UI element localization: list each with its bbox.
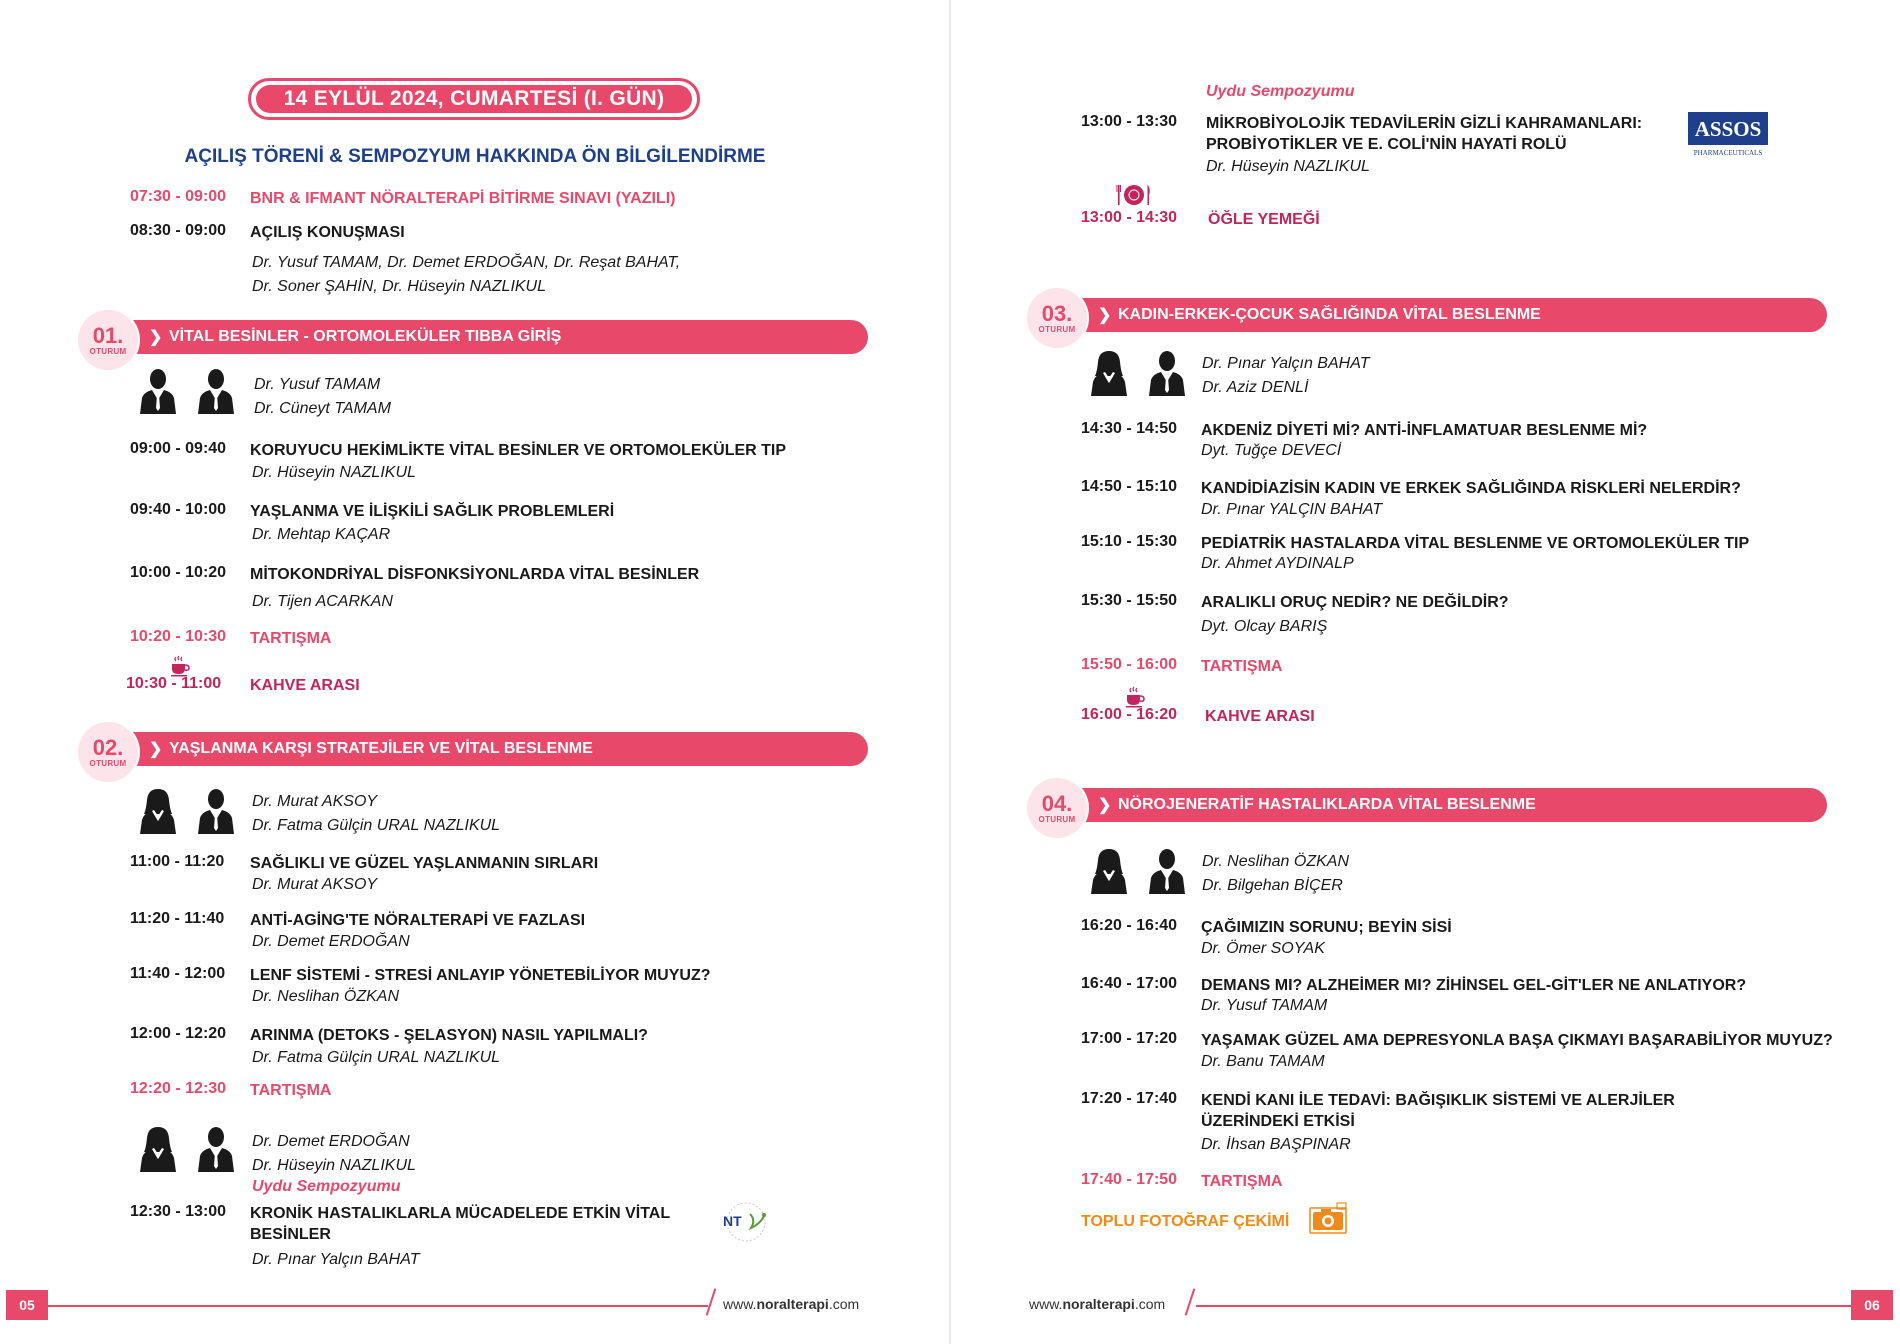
talk-time: 12:30 - 13:00 (130, 1203, 227, 1220)
session-2-bar (133, 732, 868, 766)
session-3-title: KADIN-ERKEK-ÇOCUK SAĞLIĞINDA VİTAL BESLENME (1118, 306, 1541, 323)
talk-time: 17:00 - 17:20 (1081, 1030, 1178, 1047)
url-suffix: .com (1134, 1296, 1166, 1312)
discussion-time: 15:50 - 16:00 (1081, 656, 1178, 673)
chevron-right-icon: ❯ (149, 329, 163, 346)
talk-title-line-2: BESİNLER (250, 1226, 331, 1243)
talk-time: 14:30 - 14:50 (1081, 420, 1178, 437)
woman-icon (138, 788, 178, 834)
talk-title: ANTİ-AGİNG'TE NÖRALTERAPİ VE FAZLASI (250, 912, 586, 929)
talk-speaker: Dr. Ahmet AYDINALP (1201, 555, 1354, 572)
talk-speaker: Dr. Tijen ACARKAN (252, 593, 393, 610)
footer-divider (48, 1305, 708, 1307)
exam-time: 07:30 - 09:00 (130, 188, 227, 205)
sat1-label: Uydu Sempozyumu (252, 1178, 401, 1195)
session-2-header (78, 722, 868, 778)
discussion-time: 12:20 - 12:30 (130, 1080, 227, 1097)
session-1-header (78, 310, 868, 366)
talk-time: 12:00 - 12:20 (130, 1025, 227, 1042)
s3-talk-1 (1081, 420, 1647, 441)
nt-vita-logo (720, 1200, 772, 1244)
session-1-num: 01. (92, 322, 124, 348)
woman-icon (1089, 350, 1129, 396)
chevron-right-icon: ❯ (1098, 797, 1112, 814)
talk-speaker: Dr. Banu TAMAM (1201, 1053, 1325, 1070)
talk-title (1201, 1090, 1675, 1132)
talk-speaker: Dr. Pınar YALÇIN BAHAT (1201, 501, 1383, 518)
discussion-title: TARTIŞMA (1201, 658, 1283, 675)
s2-talk-2 (130, 910, 585, 931)
talk-title-line-2: PROBİYOTİKLER VE E. COLİ'NİN HAYATİ ROLÜ (1206, 136, 1567, 153)
talk-time: 15:30 - 15:50 (1081, 592, 1178, 609)
session-1-badge (78, 310, 138, 370)
talk-title: MİTOKONDRİYAL DİSFONKSİYONLARDA VİTAL BESİNLER (250, 566, 700, 583)
session-4-header (1027, 778, 1827, 834)
exam-title: BNR & IFMANT NÖRALTERAPİ BİTİRME SINAVI (YAZILI) (250, 190, 676, 207)
woman-icon (1089, 848, 1129, 894)
sat1-chairs-icons (138, 1126, 236, 1172)
talk-time: 10:00 - 10:20 (130, 564, 227, 581)
session-2-num: 02. (92, 734, 124, 760)
s2-talk-4 (130, 1025, 648, 1046)
talk-time: 11:40 - 12:00 (130, 965, 226, 982)
coffee-title: KAHVE ARASI (1205, 708, 1315, 725)
s1-talk-3 (130, 564, 699, 585)
opening-title-text: AÇILIŞ KONUŞMASI (250, 224, 405, 241)
assos-logo-subtext: PHARMACEUTICALS (1693, 149, 1763, 157)
s3-talk-2 (1081, 478, 1741, 499)
session-2-title: YAŞLANMA KARŞI STRATEJİLER VE VİTAL BESLENME (169, 740, 593, 757)
lunch-time: 13:00 - 14:30 (1081, 209, 1178, 226)
session-1-title: VİTAL BESİNLER - ORTOMOLEKÜLER TIBBA GİRİŞ (169, 328, 562, 345)
talk-title: ÇAĞIMIZIN SORUNU; BEYİN SİSİ (1201, 919, 1452, 936)
session-3-chairs-icons (1089, 350, 1187, 396)
man-icon (1147, 848, 1187, 894)
s1-talk-1 (130, 440, 786, 461)
footer-slash (706, 1288, 717, 1315)
s1-discussion (130, 628, 331, 649)
s2-talk-3 (130, 965, 711, 986)
footer-url-left[interactable] (723, 1296, 859, 1312)
talk-speaker: Dr. Yusuf TAMAM (1201, 997, 1328, 1014)
talk-speaker: Dr. Neslihan ÖZKAN (252, 988, 399, 1005)
talk-time: 16:40 - 17:00 (1081, 975, 1178, 992)
talk-speaker: Dr. Hüseyin NAZLIKUL (1206, 158, 1370, 175)
talk-time: 13:00 - 13:30 (1081, 113, 1178, 130)
talk-title-line-1: MİKROBİYOLOJİK TEDAVİLERİN GİZLİ KAHRAMANLARI: (1206, 115, 1643, 132)
session-2-badge (78, 722, 138, 782)
talk-time: 11:00 - 11:20 (130, 853, 225, 870)
lunch-title: ÖĞLE YEMEĞİ (1208, 211, 1320, 228)
session-3-label: OTURUM (1038, 324, 1076, 334)
sat2-talk (1081, 113, 1642, 155)
date-pill-text: 14 EYLÜL 2024, CUMARTESİ (I. GÜN) (256, 85, 692, 113)
session-2-label: OTURUM (89, 758, 127, 768)
footer-slash (1185, 1288, 1196, 1315)
session-4-badge (1027, 778, 1087, 838)
talk-speaker: Dr. Pınar Yalçın BAHAT (252, 1251, 420, 1268)
discussion-time: 17:40 - 17:50 (1081, 1171, 1178, 1188)
talk-title: PEDİATRİK HASTALARDA VİTAL BESLENME VE ORTOMOLEKÜLER TIP (1201, 535, 1750, 552)
talk-time: 09:00 - 09:40 (130, 440, 227, 457)
assos-logo-text: ASSOS (1694, 117, 1762, 141)
talk-time: 16:20 - 16:40 (1081, 917, 1178, 934)
session-2-chairs-icons (138, 788, 236, 834)
session-3-chair-1: Dr. Pınar Yalçın BAHAT (1202, 355, 1370, 372)
url-suffix: .com (828, 1296, 860, 1312)
s3-talk-3 (1081, 533, 1749, 554)
chevron-right-icon: ❯ (1098, 307, 1112, 324)
woman-icon (138, 1126, 178, 1172)
session-2-chair-1: Dr. Murat AKSOY (252, 793, 378, 810)
url-domain: noralterapi (1062, 1296, 1135, 1312)
page-right (951, 0, 1900, 1344)
talk-title-line-2: ÜZERİNDEKİ ETKİSİ (1201, 1113, 1355, 1130)
opening-time: 08:30 - 09:00 (130, 222, 227, 239)
session-3-bar (1082, 298, 1827, 332)
talk-speaker: Dr. Demet ERDOĞAN (252, 933, 410, 950)
sat1-chair-1: Dr. Demet ERDOĞAN (252, 1133, 410, 1150)
footer-url-right[interactable] (1029, 1296, 1165, 1312)
discussion-title: TARTIŞMA (250, 630, 332, 647)
talk-speaker: Dr. Hüseyin NAZLIKUL (252, 464, 416, 481)
talk-title: YAŞLANMA VE İLİŞKİLİ SAĞLIK PROBLEMLERİ (250, 503, 615, 520)
assos-logo (1688, 112, 1768, 158)
exam-row (130, 188, 675, 209)
man-icon (138, 368, 178, 414)
s3-talk-4 (1081, 592, 1509, 613)
session-4-chair-1: Dr. Neslihan ÖZKAN (1202, 853, 1349, 870)
talk-title: AKDENİZ DİYETİ Mİ? ANTİ-İNFLAMATUAR BESLENME Mİ? (1201, 422, 1648, 439)
discussion-title: TARTIŞMA (250, 1082, 332, 1099)
nt-logo-text: NT (723, 1213, 742, 1229)
s4-talk-2 (1081, 975, 1746, 996)
opening-title: AÇILIŞ TÖRENİ & SEMPOZYUM HAKKINDA ÖN BİLGİLENDİRME (184, 146, 766, 167)
talk-speaker: Dr. İhsan BAŞPINAR (1201, 1136, 1351, 1153)
talk-title: ARALIKLI ORUÇ NEDİR? NE DEĞİLDİR? (1201, 594, 1509, 611)
session-4-chair-2: Dr. Bilgehan BİÇER (1202, 877, 1343, 894)
talk-time: 17:20 - 17:40 (1081, 1090, 1178, 1107)
footer-divider (1196, 1305, 1851, 1307)
session-1-bar (133, 320, 868, 354)
talk-time: 14:50 - 15:10 (1081, 478, 1178, 495)
man-icon (196, 368, 236, 414)
talk-title: KANDİDİAZİSİN KADIN VE ERKEK SAĞLIĞINDA RİSKLERİ NELERDİR? (1201, 480, 1741, 497)
s4-talk-1 (1081, 917, 1452, 938)
camera-icon (1309, 1202, 1347, 1234)
s2-discussion (130, 1080, 331, 1101)
talk-title: DEMANS MI? ALZHEİMER MI? ZİHİNSEL GEL-GİT'LER NE ANLATIYOR? (1201, 977, 1747, 994)
coffee-cup-icon (1123, 686, 1145, 708)
session-4-chairs-icons (1089, 848, 1187, 894)
talk-title: LENF SİSTEMİ - STRESİ ANLAYIP YÖNETEBİLİYOR MUYUZ? (250, 967, 711, 984)
talk-time: 09:40 - 10:00 (130, 501, 227, 518)
coffee-time: 16:00 - 16:20 (1081, 706, 1178, 723)
talk-speaker: Dyt. Olcay BARIŞ (1201, 618, 1328, 635)
man-icon (1147, 350, 1187, 396)
discussion-title: TARTIŞMA (1201, 1173, 1283, 1190)
session-4-bar (1082, 788, 1827, 822)
date-pill (248, 78, 700, 120)
opening-speakers-2: Dr. Soner ŞAHİN, Dr. Hüseyin NAZLIKUL (252, 278, 547, 295)
s2-talk-1 (130, 853, 598, 874)
session-3-badge (1027, 288, 1087, 348)
talk-title (1206, 113, 1642, 155)
url-prefix: www. (1029, 1296, 1063, 1312)
session-4-num: 04. (1041, 790, 1073, 816)
session-3-header (1027, 288, 1827, 344)
discussion-time: 10:20 - 10:30 (130, 628, 227, 645)
talk-speaker: Dr. Murat AKSOY (252, 876, 378, 893)
page-number-left: 05 (6, 1290, 48, 1320)
talk-title: ARINMA (DETOKS - ŞELASYON) NASIL YAPILMALI? (250, 1027, 648, 1044)
talk-title (250, 1203, 670, 1245)
coffee-break-1 (126, 675, 360, 696)
talk-title: KORUYUCU HEKİMLİKTE VİTAL BESİNLER VE ORTOMOLEKÜLER TIP (250, 442, 787, 459)
talk-time: 15:10 - 15:30 (1081, 533, 1178, 550)
page-number-right: 06 (1851, 1290, 1893, 1320)
talk-title-line-1: KRONİK HASTALIKLARLA MÜCADELEDE ETKİN VİTAL (250, 1205, 671, 1222)
talk-speaker: Dr. Mehtap KAÇAR (252, 526, 391, 543)
session-1-label: OTURUM (89, 346, 127, 356)
opening-row (130, 222, 405, 243)
session-1-chair-2: Dr. Cüneyt TAMAM (254, 400, 391, 417)
url-domain: noralterapi (756, 1296, 829, 1312)
sat1-talk (130, 1203, 670, 1245)
talk-title-line-1: KENDİ KANI İLE TEDAVİ: BAĞIŞIKLIK SİSTEMİ VE ALERJİLER (1201, 1092, 1675, 1109)
talk-speaker: Dr. Ömer SOYAK (1201, 940, 1325, 957)
talk-speaker: Dyt. Tuğçe DEVECİ (1201, 442, 1342, 459)
sat2-label: Uydu Sempozyumu (1206, 83, 1355, 100)
opening-speakers-1: Dr. Yusuf TAMAM, Dr. Demet ERDOĞAN, Dr. Reşat BAHAT, (252, 254, 681, 271)
talk-time: 11:20 - 11:40 (130, 910, 225, 927)
group-photo-label: TOPLU FOTOĞRAF ÇEKİMİ (1081, 1213, 1290, 1230)
talk-title: YAŞAMAK GÜZEL AMA DEPRESYONLA BAŞA ÇIKMAYI BAŞARABİLİYOR MUYUZ? (1201, 1032, 1833, 1049)
session-2-chair-2: Dr. Fatma Gülçin URAL NAZLIKUL (252, 817, 501, 834)
session-3-chair-2: Dr. Aziz DENLİ (1202, 379, 1309, 396)
url-prefix: www. (723, 1296, 757, 1312)
s3-discussion (1081, 656, 1282, 677)
session-3-num: 03. (1041, 300, 1073, 326)
lunch-row (1081, 209, 1320, 230)
coffee-title: KAHVE ARASI (250, 677, 360, 694)
man-icon (196, 788, 236, 834)
talk-speaker: Dr. Fatma Gülçin URAL NAZLIKUL (252, 1049, 501, 1066)
talk-title: SAĞLIKLI VE GÜZEL YAŞLANMANIN SIRLARI (250, 855, 599, 872)
sat1-chair-2: Dr. Hüseyin NAZLIKUL (252, 1157, 416, 1174)
man-icon (196, 1126, 236, 1172)
s4-talk-4 (1081, 1090, 1675, 1132)
s4-discussion (1081, 1171, 1282, 1192)
s4-talk-3 (1081, 1030, 1833, 1051)
session-1-chairs-icons (138, 368, 236, 414)
plate-cutlery-icon (1116, 182, 1152, 208)
s1-talk-2 (130, 501, 614, 522)
session-4-label: OTURUM (1038, 814, 1076, 824)
chevron-right-icon: ❯ (149, 741, 163, 758)
coffee-break-2 (1081, 706, 1315, 727)
coffee-time: 10:30 - 11:00 (126, 675, 222, 692)
page-left (0, 0, 949, 1344)
coffee-cup-icon (168, 655, 190, 677)
session-1-chair-1: Dr. Yusuf TAMAM (254, 376, 381, 393)
session-4-title: NÖROJENERATİF HASTALIKLARDA VİTAL BESLENME (1118, 796, 1536, 813)
